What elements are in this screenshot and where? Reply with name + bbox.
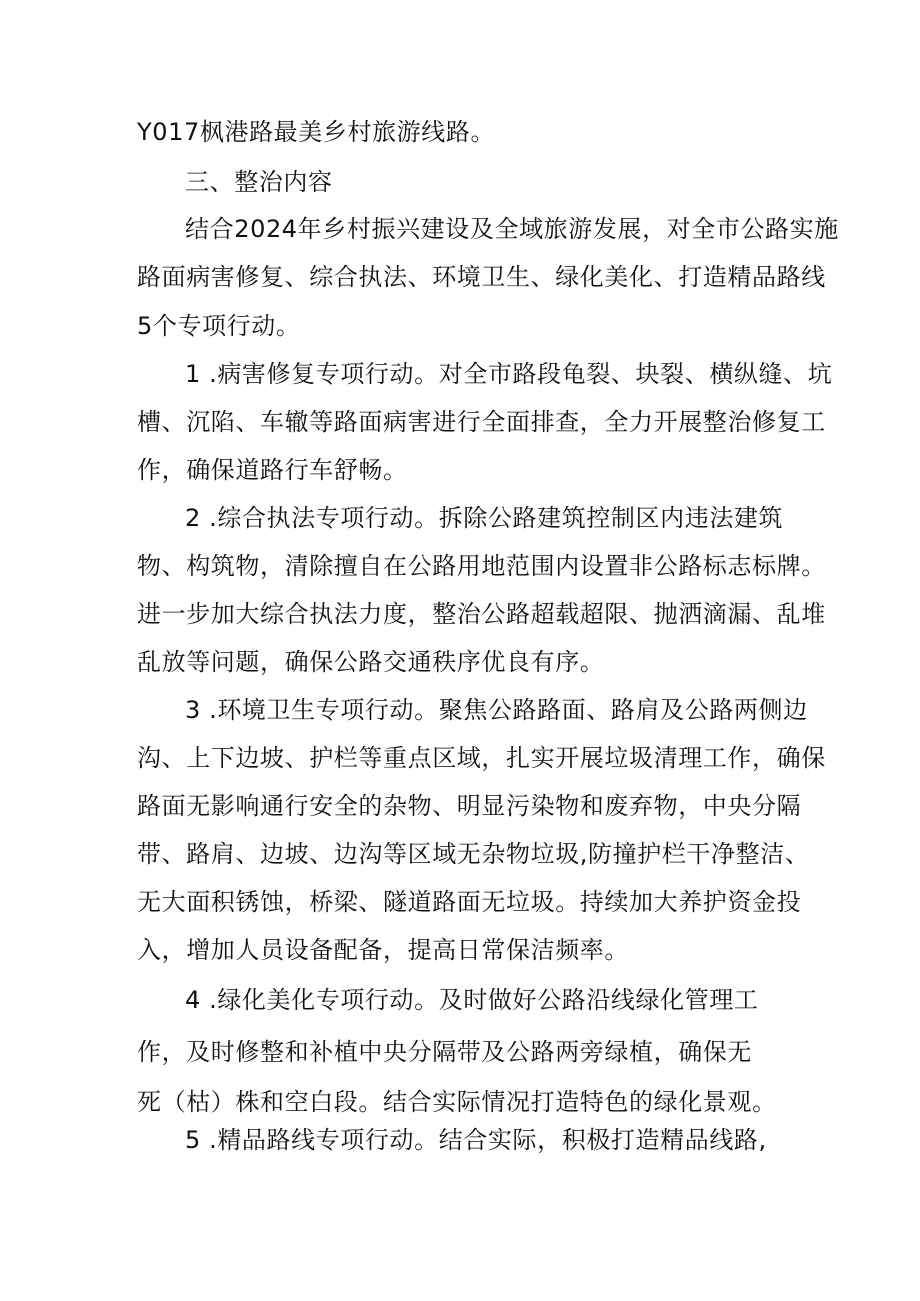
text-line-14: 沟、上下边坡、护栏等重点区域，扎实开展垃圾清理工作，确保: [137, 744, 826, 772]
text-line-19: 4 .绿化美化专项行动。及时做好公路沿线绿化管理工: [185, 986, 759, 1014]
text-line-15: 路面无影响通行安全的杂物、明显污染物和废弃物，中央分隔: [137, 792, 802, 820]
text-line-1: Y017枫港路最美乡村旅游线路。: [137, 118, 496, 146]
text-line-13: 3 .环境卫生专项行动。聚焦公路路面、路肩及公路两侧边: [185, 696, 808, 724]
text-line-6: 1 .病害修复专项行动。对全市路段龟裂、块裂、横纵缝、坑: [185, 360, 833, 388]
text-line-7: 槽、沉陷、车辙等路面病害进行全面排查，全力开展整治修复工: [137, 408, 826, 436]
text-line-3: 结合2024年乡村振兴建设及全域旅游发展，对全市公路实施: [185, 215, 839, 243]
text-line-18: 入，增加人员设备配备，提高日常保洁频率。: [137, 936, 629, 964]
text-line-12: 乱放等问题，确保公路交通秩序优良有序。: [137, 648, 605, 676]
text-line-4: 路面病害修复、综合执法、环境卫生、绿化美化、打造精品路线: [137, 263, 826, 291]
section-heading: 三、整治内容: [185, 168, 333, 196]
text-line-5: 5个专项行动。: [137, 312, 301, 340]
text-line-9: 2 .综合执法专项行动。拆除公路建筑控制区内违法建筑: [185, 504, 784, 532]
text-line-17: 无大面积锈蚀，桥梁、隧道路面无垃圾。持续加大养护资金投: [137, 888, 802, 916]
text-line-20: 作，及时修整和补植中央分隔带及公路两旁绿植，确保无: [137, 1038, 752, 1066]
text-line-21: 死（枯）株和空白段。结合实际情况打造特色的绿化景观。: [137, 1088, 777, 1116]
text-line-10: 物、构筑物，清除擅自在公路用地范围内设置非公路标志标牌。: [137, 552, 826, 580]
text-line-22: 5 .精品路线专项行动。结合实际，积极打造精品线路,: [185, 1126, 767, 1154]
text-line-8: 作，确保道路行车舒畅。: [137, 456, 408, 484]
text-line-11: 进一步加大综合执法力度，整治公路超载超限、抛洒滴漏、乱堆: [137, 600, 826, 628]
text-line-16: 带、路肩、边坡、边沟等区域无杂物垃圾,防撞护栏干净整洁、: [137, 840, 810, 868]
